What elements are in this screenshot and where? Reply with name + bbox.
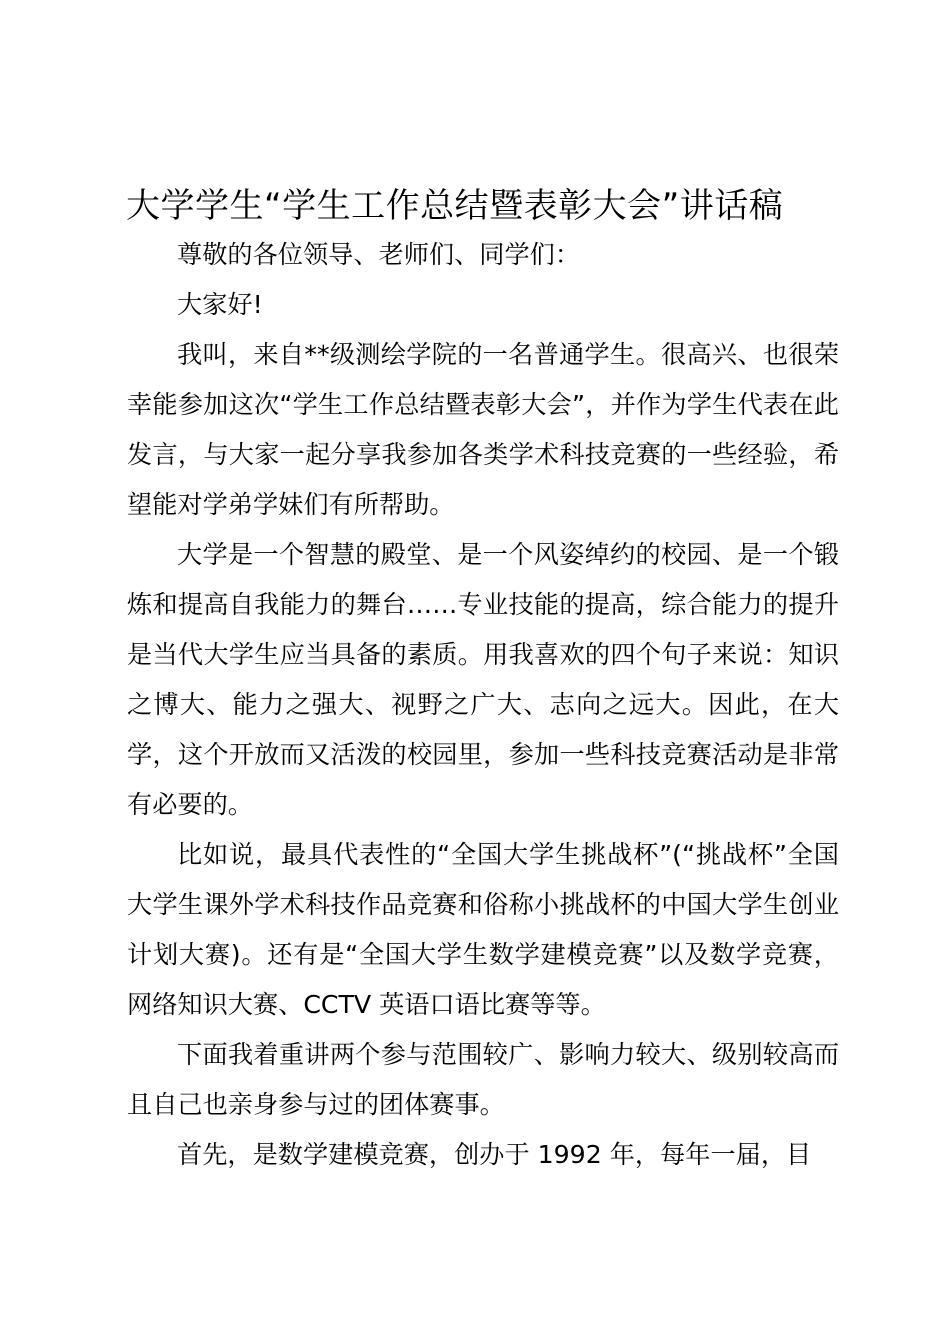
document-title: 大学学生“学生工作总结暨表彰大会”讲话稿 — [126, 186, 784, 226]
document-body — [127, 230, 839, 1180]
paragraph-competitions: 比如说，最具代表性的“全国大学生挑战杯”(“挑战杯”全国大学生课外学术科技作品竞赛和俗称小挑战杯的中国大学生创业计划大赛)。还有是“全国大学生数学建模竞赛”以及数学竞赛，网络知识大赛、CCTV 英语口语比赛等等。 — [127, 840, 839, 1019]
paragraph-math-modeling: 首先，是数学建模竞赛，创办于 1992 年，每年一届，目 — [177, 1140, 812, 1169]
paragraph-university: 大学是一个智慧的殿堂、是一个风姿绰约的校园、是一个锻炼和提高自我能力的舞台……专业技能的提高，综合能力的提升是当代大学生应当具备的素质。用我喜欢的四个句子来说：知识之博大、能力之强大、视野之广大、志向之远大。因此，在大学，这个开放而又活泼的校园里，参加一些科技竞赛活动是非常有必要的。 — [127, 540, 839, 819]
paragraph-team-events: 下面我着重讲两个参与范围较广、影响力较大、级别较高而且自己也亲身参与过的团体赛事。 — [127, 1040, 839, 1119]
paragraph-hello: 大家好! — [177, 290, 263, 319]
paragraph-greeting: 尊敬的各位领导、老师们、同学们： — [177, 240, 580, 269]
paragraph-introduction: 我叫，来自**级测绘学院的一名普通学生。很高兴、也很荣幸能参加这次“学生工作总结暨表彰大会”，并作为学生代表在此发言，与大家一起分享我参加各类学术科技竞赛的一些经验，希望能对学弟学妹们有所帮助。 — [127, 340, 839, 519]
